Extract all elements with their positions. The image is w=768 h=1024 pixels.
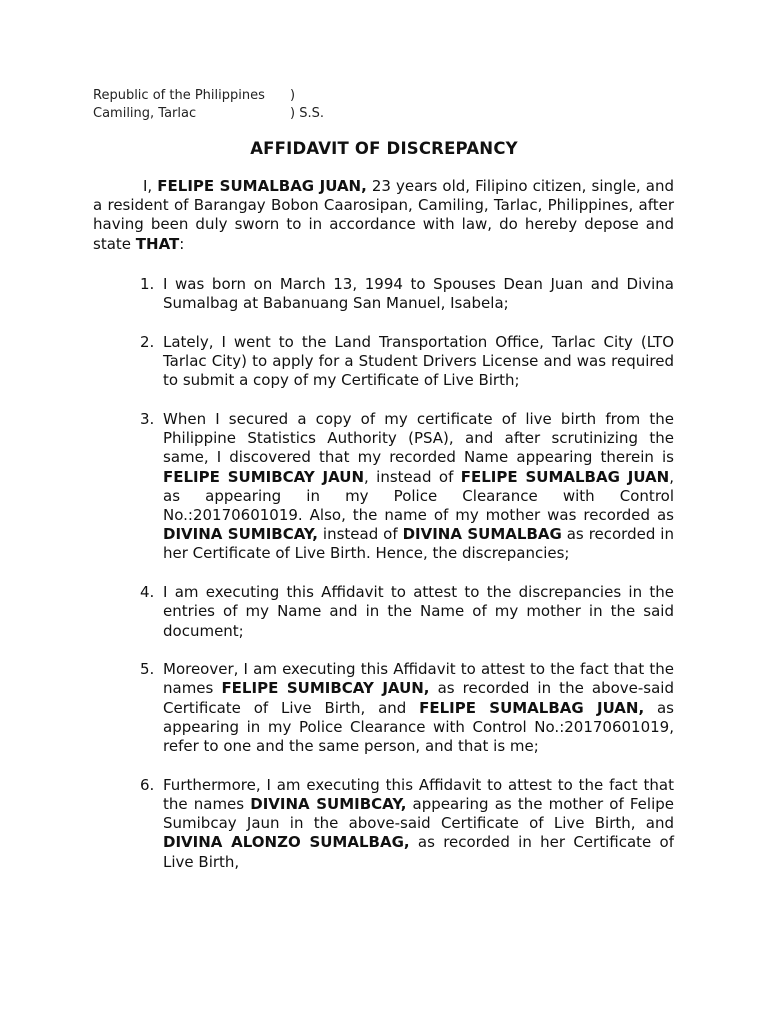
statement-item [140,275,674,313]
statement-number: 2. [140,332,155,351]
body-text: , as appearing in my Police Clearance with Control No.:20170601019. Also, the name of my mother was recorded as [163,467,675,525]
venue-ss-mark: ) S.S. [290,106,324,121]
bold-name-text: FELIPE SUMIBCAY JAUN, [221,679,430,698]
body-text: 23 years old, Filipino citizen, single, and a resident of Barangay Bobon Caarosipan, Camiling, Tarlac, Philippines, after having been duly sworn to in accordance with law, do hereby depose and state [93,177,674,253]
statement-item [140,776,674,872]
body-text: I was born on March 13, 1994 to Spouses Dean Juan and Divina Sumalbag at Babanuang San Manuel, Isabela; [163,275,674,313]
bold-name-text: FELIPE SUMALBAG JUAN, [157,177,367,195]
venue-line-1 [93,87,324,105]
body-text: Moreover, I am executing this Affidavit to attest to the fact that the names [163,660,674,698]
bold-name-text: DIVINA ALONZO SUMALBAG, [163,833,410,852]
body-text: as recorded in her Certificate of Live Birth. Hence, the discrepancies; [163,525,674,563]
body-text: as appearing in my Police Clearance with Control No.:20170601019, refer to one and the same person, and that is me; [163,698,674,756]
bold-name-text: FELIPE SUMIBCAY JAUN [163,467,365,486]
statement-item [140,583,674,641]
statement-item [140,333,674,391]
body-text: I am executing this Affidavit to attest to the discrepancies in the entries of my Name and in the Name of my mother in the said document; [163,583,674,640]
bold-name-text: DIVINA SUMIBCAY, [250,794,407,813]
statement-number: 5. [140,660,155,679]
body-text: as recorded in the above-said Certificate of Live Birth, and [163,679,674,717]
venue-line-2 [93,105,324,123]
body-text: Furthermore, I am executing this Affidavit to attest to the fact that the names [163,775,674,813]
document-title: AFFIDAVIT OF DISCREPANCY [250,139,518,158]
venue-bracket: ) [290,88,296,103]
numbered-statements [140,275,674,891]
bold-name-text: FELIPE SUMALBAG JUAN [460,467,670,486]
venue-city: Camiling, Tarlac [93,106,197,121]
statement-item [140,410,674,564]
bold-name-text: DIVINA SUMIBCAY, [163,525,318,544]
statement-number: 4. [140,583,155,602]
bold-name-text: THAT [135,234,180,253]
bold-name-text: FELIPE SUMALBAG JUAN, [419,698,645,717]
intro-paragraph [93,177,674,254]
statement-number: 1. [140,275,155,293]
body-text: as recorded in her Certificate of Live Birth, [163,833,674,871]
bold-name-text: DIVINA SUMALBAG [402,525,562,544]
body-text: appearing as the mother of Felipe Sumibcay Jaun in the above-said Certificate of Live Birth, and [163,794,674,833]
body-text: instead of [317,525,403,544]
statement-number: 6. [140,775,155,794]
body-text: , instead of [364,467,461,486]
body-text: When I secured a copy of my certificate of live birth from the Philippine Statistics Authority (PSA), and after scrutinizing the same, I discovered that my recorded Name appearing therein is [163,410,674,467]
venue-block [93,87,324,123]
body-text: : [179,234,185,253]
statement-item [140,660,674,756]
venue-country: Republic of the Philippines [93,88,265,103]
body-text: Lately, I went to the Land Transportation Office, Tarlac City (LTO Tarlac City) to apply for a Student Drivers License and was required to submit a copy of my Certificate of Live Birth; [163,332,674,390]
statement-number: 3. [140,410,155,429]
body-text: I, [143,177,158,195]
